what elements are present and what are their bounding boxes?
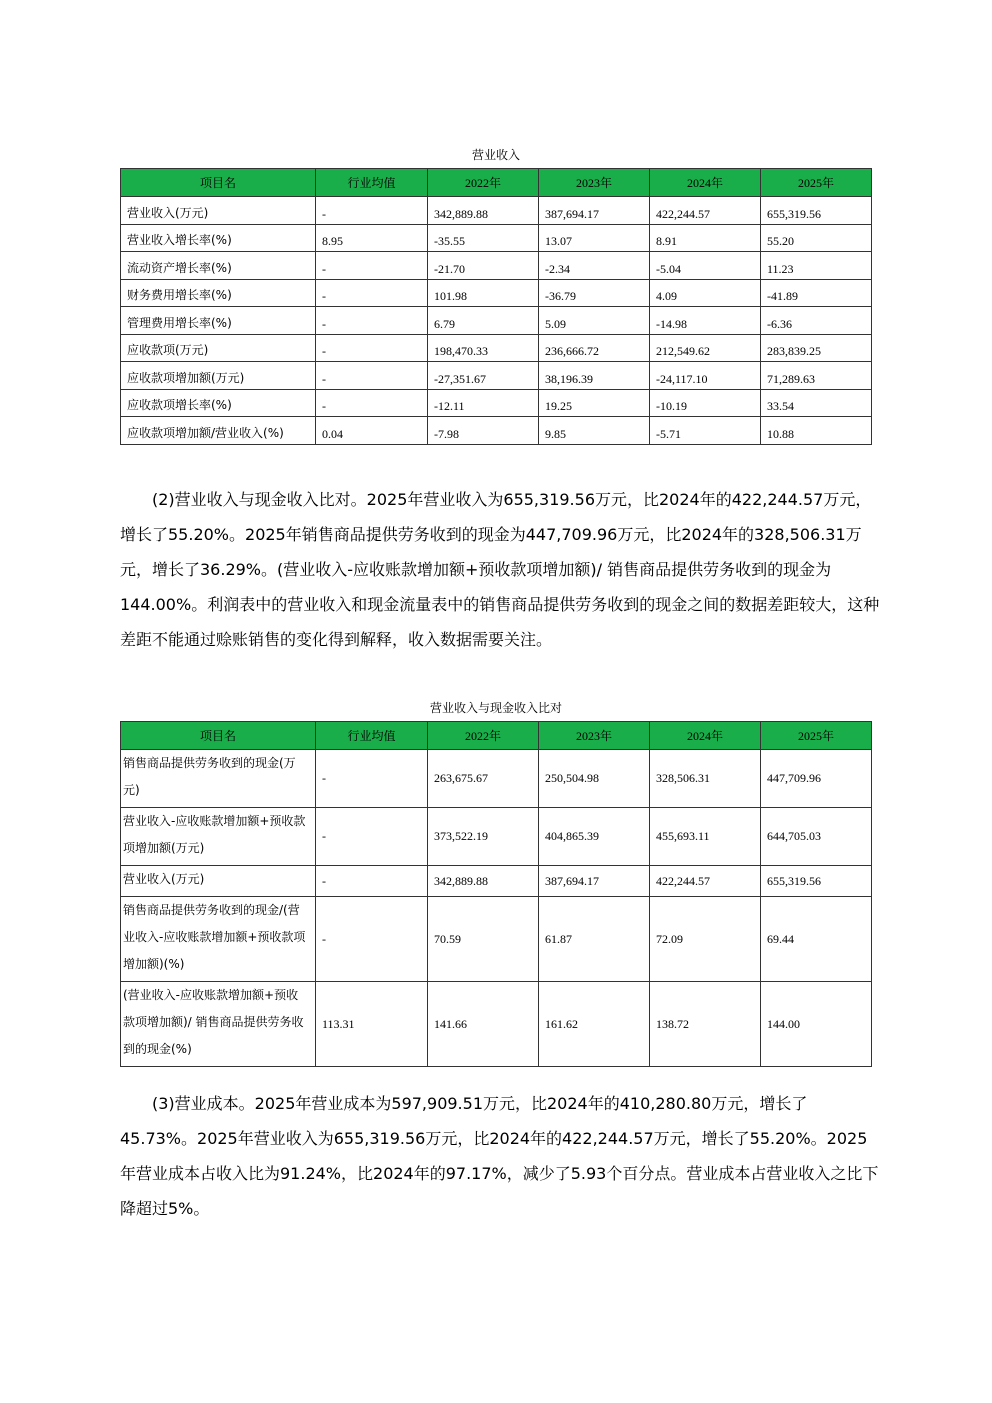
- paragraph-revenue-vs-cash: (2)营业收入与现金收入比对。2025年营业收入为655,319.56万元，比2024年的422,244.57万元，增长了55.20%。2025年销售商品提供劳务收到的现金为447,709.96万元，比2024年的328,506.31万元，增长了36.29%。(营业收入-应收账款增加额+预收款项增加额)/ 销售商品提供劳务收到的现金为144.00%。利润表中的营业收入和现金流量表中的销售商品提供劳务收到的现金之间的数据差距较大，这种差距不能通过赊账销售的变化得到解释，收入数据需要关注。: [120, 490, 880, 649]
- value-cell: 71,289.63: [761, 362, 872, 390]
- header-cell: 项目名: [121, 169, 316, 197]
- table-header-row: [121, 169, 872, 197]
- value-cell: 144.00: [761, 982, 872, 1067]
- value-cell: 342,889.88: [428, 866, 539, 897]
- row-label-cell: 营业收入(万元): [121, 866, 316, 897]
- value-cell: -: [316, 362, 428, 390]
- value-cell: -36.79: [539, 280, 650, 307]
- value-cell: 422,244.57: [650, 866, 761, 897]
- value-cell: 328,506.31: [650, 750, 761, 808]
- value-cell: 0.04: [316, 417, 428, 445]
- value-cell: -: [316, 750, 428, 808]
- table-row: [121, 225, 872, 252]
- table-row: [121, 982, 872, 1067]
- table-row: [121, 335, 872, 362]
- revenue-cash-comparison-table: [120, 721, 872, 1067]
- value-cell: -24,117.10: [650, 362, 761, 390]
- value-cell: -: [316, 252, 428, 280]
- value-cell: -: [316, 335, 428, 362]
- value-cell: -41.89: [761, 280, 872, 307]
- value-cell: 72.09: [650, 897, 761, 982]
- value-cell: -: [316, 197, 428, 225]
- value-cell: 161.62: [539, 982, 650, 1067]
- value-cell: -27,351.67: [428, 362, 539, 390]
- header-cell: 2022年: [428, 169, 539, 197]
- table-row: [121, 808, 872, 866]
- value-cell: 19.25: [539, 390, 650, 417]
- value-cell: 69.44: [761, 897, 872, 982]
- header-cell: 2024年: [650, 169, 761, 197]
- value-cell: 342,889.88: [428, 197, 539, 225]
- value-cell: 9.85: [539, 417, 650, 445]
- value-cell: -: [316, 390, 428, 417]
- table-row: [121, 897, 872, 982]
- value-cell: 404,865.39: [539, 808, 650, 866]
- header-cell: 2024年: [650, 722, 761, 750]
- table-row: [121, 362, 872, 390]
- value-cell: 113.31: [316, 982, 428, 1067]
- value-cell: 61.87: [539, 897, 650, 982]
- row-label-cell: (营业收入-应收账款增加额+预收款项增加额)/ 销售商品提供劳务收到的现金(%): [121, 982, 316, 1067]
- revenue-table: [120, 168, 872, 445]
- value-cell: 655,319.56: [761, 866, 872, 897]
- value-cell: 283,839.25: [761, 335, 872, 362]
- table2-caption: 营业收入与现金收入比对: [429, 701, 562, 715]
- value-cell: 141.66: [428, 982, 539, 1067]
- value-cell: -10.19: [650, 390, 761, 417]
- table1-caption: 营业收入: [471, 148, 520, 162]
- row-label-cell: 营业收入(万元): [121, 197, 316, 225]
- header-cell: 2025年: [761, 169, 872, 197]
- value-cell: 101.98: [428, 280, 539, 307]
- row-label-cell: 营业收入增长率(%): [121, 225, 316, 252]
- value-cell: -5.04: [650, 252, 761, 280]
- row-label-cell: 财务费用增长率(%): [121, 280, 316, 307]
- value-cell: 212,549.62: [650, 335, 761, 362]
- table-row: [121, 280, 872, 307]
- table-row: [121, 750, 872, 808]
- value-cell: 387,694.17: [539, 197, 650, 225]
- header-cell: 项目名: [121, 722, 316, 750]
- value-cell: -: [316, 897, 428, 982]
- row-label-cell: 流动资产增长率(%): [121, 252, 316, 280]
- table-row: [121, 252, 872, 280]
- value-cell: -14.98: [650, 307, 761, 335]
- value-cell: -2.34: [539, 252, 650, 280]
- header-cell: 行业均值: [316, 169, 428, 197]
- value-cell: 4.09: [650, 280, 761, 307]
- table-header-row: [121, 722, 872, 750]
- value-cell: 8.91: [650, 225, 761, 252]
- value-cell: 387,694.17: [539, 866, 650, 897]
- value-cell: 138.72: [650, 982, 761, 1067]
- value-cell: 11.23: [761, 252, 872, 280]
- row-label-cell: 应收款项(万元): [121, 335, 316, 362]
- value-cell: 198,470.33: [428, 335, 539, 362]
- value-cell: -12.11: [428, 390, 539, 417]
- value-cell: -: [316, 808, 428, 866]
- value-cell: 70.59: [428, 897, 539, 982]
- value-cell: -21.70: [428, 252, 539, 280]
- paragraph-operating-cost: (3)营业成本。2025年营业成本为597,909.51万元，比2024年的410,280.80万元，增长了45.73%。2025年营业收入为655,319.56万元，比2024年的422,244.57万元，增长了55.20%。2025年营业成本占收入比为91.24%，比2024年的97.17%，减少了5.93个百分点。营业成本占营业收入之比下降超过5%。: [120, 1094, 879, 1218]
- table-row: [121, 197, 872, 225]
- value-cell: 447,709.96: [761, 750, 872, 808]
- value-cell: 455,693.11: [650, 808, 761, 866]
- row-label-cell: 管理费用增长率(%): [121, 307, 316, 335]
- table-row: [121, 866, 872, 897]
- value-cell: 33.54: [761, 390, 872, 417]
- table-row: [121, 307, 872, 335]
- value-cell: 8.95: [316, 225, 428, 252]
- value-cell: 644,705.03: [761, 808, 872, 866]
- table-row: [121, 390, 872, 417]
- row-label-cell: 营业收入-应收账款增加额+预收款项增加额(万元): [121, 808, 316, 866]
- value-cell: -: [316, 866, 428, 897]
- value-cell: 250,504.98: [539, 750, 650, 808]
- row-label-cell: 应收款项增加额/营业收入(%): [121, 417, 316, 445]
- value-cell: 263,675.67: [428, 750, 539, 808]
- value-cell: -5.71: [650, 417, 761, 445]
- value-cell: 655,319.56: [761, 197, 872, 225]
- header-cell: 2023年: [539, 169, 650, 197]
- value-cell: -7.98: [428, 417, 539, 445]
- value-cell: 10.88: [761, 417, 872, 445]
- row-label-cell: 销售商品提供劳务收到的现金(万元): [121, 750, 316, 808]
- table-row: [121, 417, 872, 445]
- row-label-cell: 应收款项增长率(%): [121, 390, 316, 417]
- value-cell: 6.79: [428, 307, 539, 335]
- value-cell: 13.07: [539, 225, 650, 252]
- value-cell: 5.09: [539, 307, 650, 335]
- value-cell: 422,244.57: [650, 197, 761, 225]
- value-cell: -6.36: [761, 307, 872, 335]
- value-cell: 38,196.39: [539, 362, 650, 390]
- row-label-cell: 销售商品提供劳务收到的现金/(营业收入-应收账款增加额+预收款项增加额)(%): [121, 897, 316, 982]
- header-cell: 行业均值: [316, 722, 428, 750]
- row-label-cell: 应收款项增加额(万元): [121, 362, 316, 390]
- value-cell: 373,522.19: [428, 808, 539, 866]
- header-cell: 2023年: [539, 722, 650, 750]
- value-cell: -: [316, 307, 428, 335]
- value-cell: 236,666.72: [539, 335, 650, 362]
- value-cell: -: [316, 280, 428, 307]
- value-cell: -35.55: [428, 225, 539, 252]
- header-cell: 2022年: [428, 722, 539, 750]
- value-cell: 55.20: [761, 225, 872, 252]
- header-cell: 2025年: [761, 722, 872, 750]
